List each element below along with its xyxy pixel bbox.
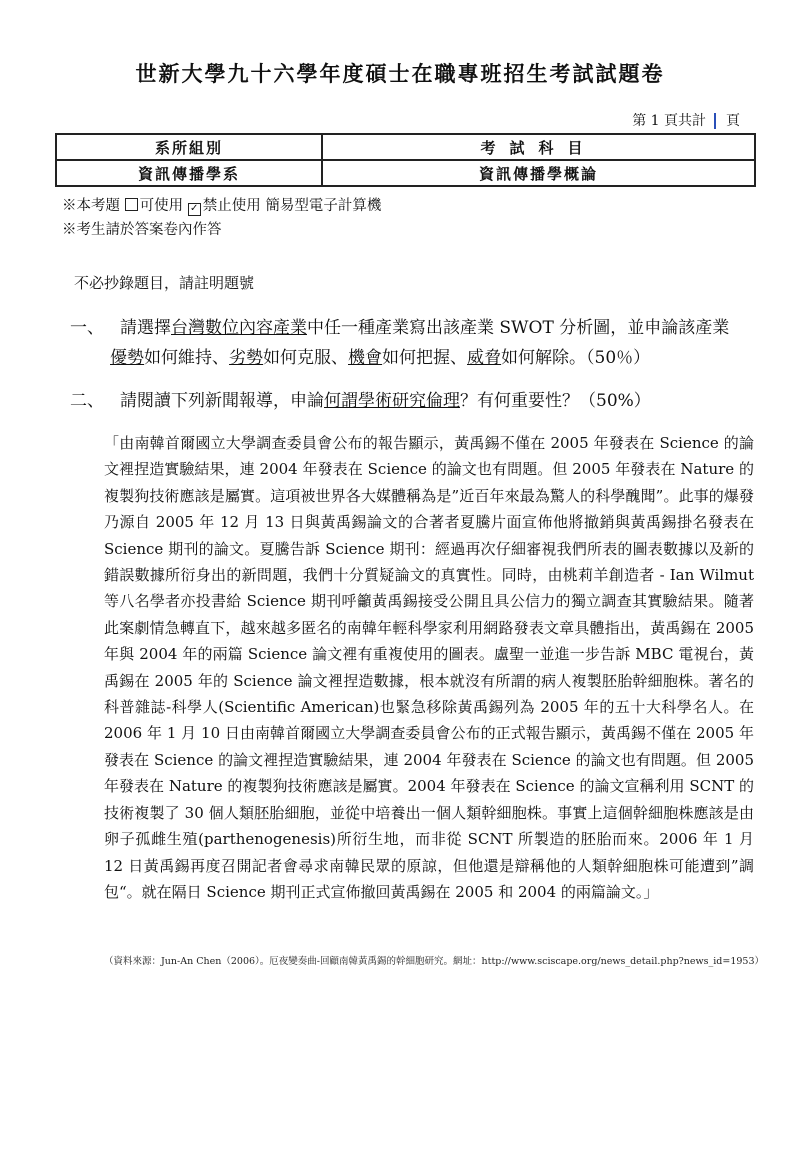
answer-sheet-note: ※考生請於答案卷內作答	[62, 222, 222, 238]
page-info-text: 第 1 頁共計	[632, 113, 706, 129]
checked-checkbox[interactable]: ✓	[188, 203, 201, 216]
q1-underlined: 台灣數位內容產業	[171, 318, 307, 338]
calculator-label: 簡易型電子計算機	[265, 198, 382, 214]
dept-header: 系所組別	[56, 134, 322, 160]
exam-title: 世新大學九十六學年度碩士在職專班招生考試試題卷	[135, 61, 665, 86]
q2-text: ？有何重要性？（50%）	[460, 391, 651, 411]
exam-info-table	[55, 133, 756, 187]
news-quote: 「由南韓首爾國立大學調查委員會公布的報告顯示，黃禹錫不僅在 2005 年發表在 Science 的論文裡捏造實驗結果，連 2004 年發表在 Science 的論文也有問題。但 2005 年發表在 Nature 的複製狗技術應該是屬實。這項被世界各大媒體稱為是”近百年來最為驚人的科學醜聞”。此事的爆發乃源自 2005 年 12 月 13 日與黃禹錫論文的合著者夏騰片面宣佈他將撤銷與黃禹錫掛名發表在 Science 期刊的論文。夏騰告訴 Science 期刊：經過再次仔細審視我們所表的圖表數據以及新的錯誤數據所衍身出的新問題，我們十分質疑論文的真實性。同時，由桃莉羊創造者 - Ian Wilmut 等八名學者亦投書給 Science 期刊呼籲黃禹錫接受公開且具公信力的獨立調查其實驗結果。隨著此案劇情急轉直下，越來越多匿名的南韓年輕科學家利用網路發表文章具體指出，黃禹錫在 2005 年與 2004 年的兩篇 Science 論文裡有重複使用的圖表。盧聖一並進一步告訴 MBC 電視台，黃禹錫在 2005 年的 Science 論文裡捏造數據，根本就沒有所謂的病人複製胚胎幹細胞株。著名的科普雜誌-科學人(Scientific American)也緊急移除黃禹錫列為 2005 年的五十大科學名人。在 2006 年 1 月 10 日由南韓首爾國立大學調查委員會公布的正式報告顯示，黃禹錫不僅在 2005 年發表在 Science 的論文裡捏造實驗結果，連 2004 年發表在 Science 的論文也有問題。但 2005 年發表在 Nature 的複製狗技術應該是屬實。2004 年發表在 Science 的論文宣稱利用 SCNT 的技術複製了 30 個人類胚胎細胞，並從中培養出一個人類幹細胞株。事實上這個幹細胞株應該是由卵子孤雌生殖(parthenogenesis)所衍生地，而非從 SCNT 所製造的胚胎而來。2006 年 1 月 12 日黃禹錫再度召開記者會尋求南韓民眾的原諒，但他還是辯稱他的人類幹細胞株可能遭到”調包“。就在隔日 Science 期刊正式宣佈撤回黃禹錫在 2005 和 2004 的兩篇論文。」	[104, 434, 754, 901]
q2-underlined: 何謂學術研究倫理	[324, 391, 460, 411]
q1-threat: 威脅	[467, 348, 501, 368]
exam-notes	[62, 194, 381, 242]
option-forbidden-label: 禁止使用	[202, 198, 261, 214]
q1-text: 如何把握、	[382, 348, 467, 368]
q1-strength: 優勢	[110, 348, 144, 368]
question-2	[70, 386, 651, 416]
note-prefix: ※本考題	[62, 198, 120, 214]
subject-value: 資訊傳播學概論	[322, 160, 755, 186]
subject-header: 考試科目	[322, 134, 755, 160]
q2-number: 二、	[70, 391, 104, 411]
question-1	[70, 313, 729, 373]
q1-weakness: 劣勢	[229, 348, 263, 368]
q1-number: 一、	[70, 318, 104, 338]
source-citation: （資料來源：Jun-An Chen（2006）。厄夜變奏曲-回顧南韓黃禹錫的幹細胞研究。網址：http://www.sciscape.org/news_detail.php?news_id=1953）	[104, 956, 765, 967]
q1-text: 如何解除。（50％）	[501, 348, 651, 368]
q2-text: 請閱讀下列新聞報導，申論	[120, 391, 324, 411]
q1-opportunity: 機會	[348, 348, 382, 368]
q1-text: 請選擇	[120, 318, 171, 338]
unchecked-checkbox[interactable]	[125, 198, 138, 211]
calculator-note	[62, 194, 381, 218]
q1-text: 中任一種產業寫出該產業 SWOT 分析圖，並申論該產業	[307, 318, 730, 338]
page-counter	[632, 110, 740, 130]
option-allowed-label: 可使用	[139, 198, 184, 214]
page-divider	[714, 113, 716, 129]
q1-text: 如何維持、	[144, 348, 229, 368]
instruction: 不必抄錄題目，請註明題號	[74, 274, 255, 292]
q1-text: 如何克服、	[263, 348, 348, 368]
dept-value: 資訊傳播學系	[56, 160, 322, 186]
page-suffix: 頁	[726, 113, 740, 129]
